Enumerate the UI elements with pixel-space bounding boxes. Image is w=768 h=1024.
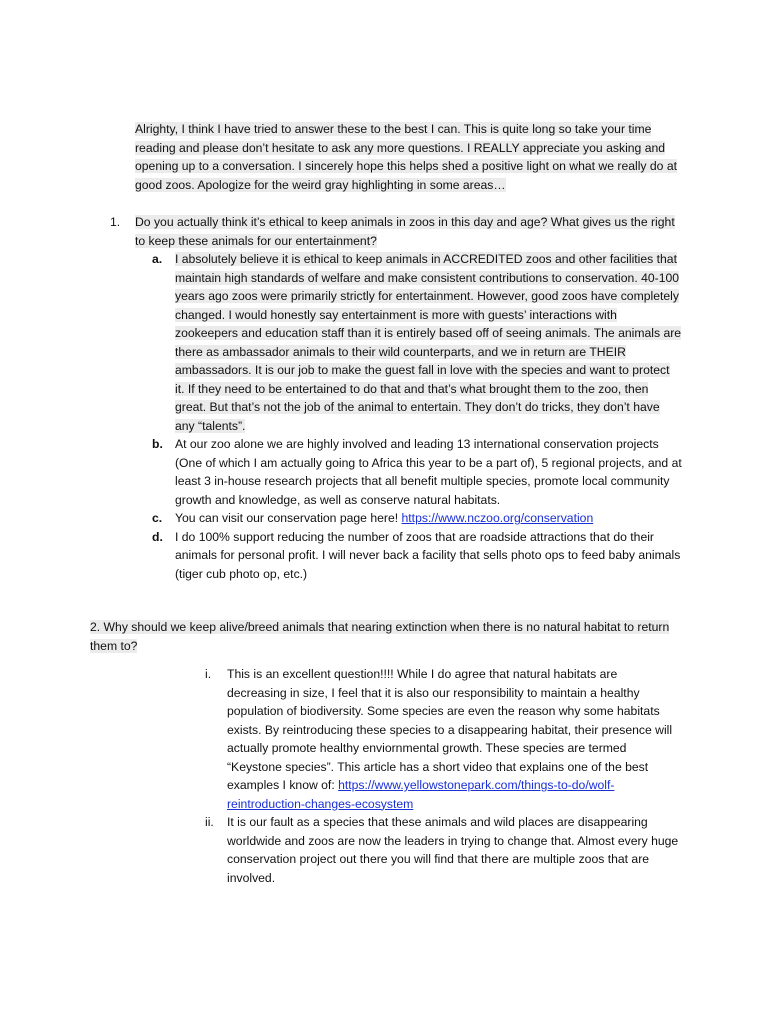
answer-ii — [205, 813, 680, 887]
answer-c-text: You can visit our conservation page here! — [175, 511, 402, 525]
answer-i — [205, 665, 680, 813]
answer-d-marker: d. — [152, 529, 163, 544]
answer-d — [152, 528, 682, 584]
answer-b-text: At our zoo alone we are highly involved and leading 13 international conservation projects (One of which I am actually going to Africa this year to be a part of), 5 regional projects, and at least 3 in-house research projects that all benefit multiple species, promote local community growth and knowledge, as well as conserve natural habitats. — [175, 437, 682, 507]
conservation-link[interactable]: https://www.nczoo.org/conservation — [401, 511, 594, 525]
question-2 — [90, 618, 680, 655]
question-1 — [110, 213, 680, 250]
yellowstone-link[interactable]: https://www.yellowstonepark.com/things-to-do/wolf-reintroduction-changes-ecosystem — [227, 778, 615, 811]
answer-a — [152, 250, 682, 435]
answer-c — [152, 509, 682, 528]
answer-c-marker: c. — [152, 511, 163, 525]
question-1-text: Do you actually think it’s ethical to keep animals in zoos in this day and age? What gives us the right to keep these animals for our entertainment? — [135, 215, 675, 248]
answer-ii-text: It is our fault as a species that these animals and wild places are disappearing worldwide and zoos are now the leaders in trying to change that. Almost every huge conservation project out there you will find that there are multiple zoos that are involved. — [227, 815, 679, 885]
answer-i-marker: i. — [205, 667, 212, 681]
question-1-answers — [152, 250, 682, 583]
answer-d-text: I do 100% support reducing the number of zoos that are roadside attractions that do their animals for personal profit. I will never back a facility that sells photo ops to feed baby animals (tiger cub photo op, etc.) — [175, 529, 681, 581]
answer-a-text: I absolutely believe it is ethical to keep animals in ACCREDITED zoos and other facilities that maintain high standards of welfare and make consistent contributions to conservation. 40-100 years ago zoos were primarily strictly for entertainment. However, good zoos have completely changed. I would honestly say entertainment is more with guests’ interactions with zookeepers and education staff than it is entirely based off of seeing animals. The animals are there as ambassador animals to their wild counterparts, and we in return are THEIR ambassadors. It is our job to make the guest fall in love with the species and want to protect it. If they need to be entertained to do that and that’s what brought them to the zoo, then great. But that’s not the job of the animal to entertain. They don’t do tricks, they don’t have any “talents”. — [175, 252, 682, 433]
answer-i-text: This is an excellent question!!!! While I do agree that natural habitats are decreasing in size, I feel that it is also our responsibility to maintain a healthy population of biodiversity. Some species are even the reason why some habitats exists. By reintroducing these species to a disappearing habitat, their presence will actually promote healthy enviornmental growth. These species are termed “Keystone species”. This article has a short video that explains one of the best examples I know of: — [227, 667, 673, 792]
intro-text: Alrighty, I think I have tried to answer these to the best I can. This is quite long so take your time reading and please don’t hesitate to ask any more questions. I REALLY appreciate you asking and opening up to a conversation. I sincerely hope this helps shed a positive light on what we really do at good zoos. Apologize for the weird gray highlighting in some areas… — [135, 122, 677, 192]
question-2-text: 2. Why should we keep alive/breed animals that nearing extinction when there is no natural habitat to return them to? — [90, 620, 670, 653]
answer-a-marker: a. — [152, 252, 163, 266]
answer-ii-marker: ii. — [205, 815, 214, 829]
question-2-answers — [205, 665, 680, 887]
answer-b — [152, 435, 682, 509]
intro-paragraph — [135, 120, 680, 194]
answer-b-marker: b. — [152, 437, 163, 451]
question-1-number: 1. — [110, 215, 121, 229]
